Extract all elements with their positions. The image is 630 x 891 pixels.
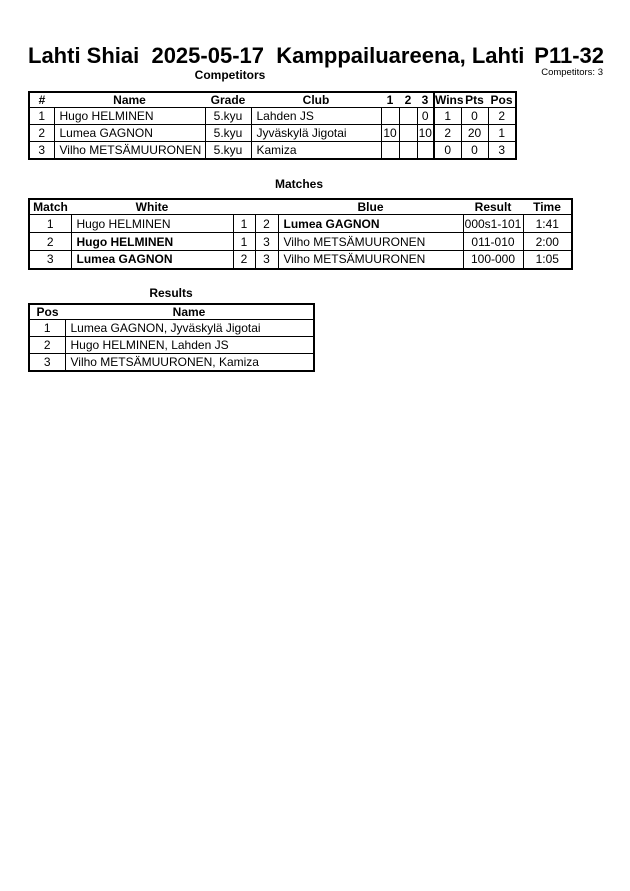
competitor-1-club: Lahden JS	[251, 108, 381, 125]
matches-header-row	[29, 199, 572, 215]
results-header-row	[29, 304, 314, 320]
page-title-text: Lahti Shiai 2025-05-17 Kamppailuareena, Lahti	[28, 43, 525, 68]
section-title-results: Results	[149, 286, 193, 300]
result-3-pos: 3	[29, 354, 65, 371]
result-3-name: Vilho METSÄMUURONEN, Kamiza	[65, 354, 314, 371]
col-header-wins: Wins	[435, 93, 464, 107]
match-3-blue-name: Vilho METSÄMUURONEN	[278, 251, 463, 269]
match-row	[29, 215, 572, 233]
competitor-row	[29, 125, 516, 142]
competitor-1-vs3: 0	[417, 108, 434, 125]
competitor-3-num: 3	[29, 142, 54, 159]
competitor-1-vs1	[381, 108, 399, 125]
match-3-white-num: 2	[233, 251, 255, 269]
competitor-2-vs2	[399, 125, 417, 142]
competitor-3-vs2	[399, 142, 417, 159]
results-table	[28, 303, 315, 372]
match-1-time: 1:41	[523, 215, 572, 233]
competitor-1-num: 1	[29, 108, 54, 125]
competitor-2-name: Lumea GAGNON	[54, 125, 205, 142]
competitor-row	[29, 142, 516, 159]
match-1-blue-num: 2	[255, 215, 278, 233]
match-2-result: 011-010	[463, 233, 523, 251]
match-row	[29, 233, 572, 251]
competitor-1-pts: 0	[461, 108, 488, 125]
competitor-1-vs2	[399, 108, 417, 125]
category-code: P11-32	[534, 43, 604, 68]
competitor-1-pos: 2	[488, 108, 516, 125]
match-3-result: 100-000	[463, 251, 523, 269]
competitors-count: Competitors: 3	[541, 67, 603, 78]
competitor-row	[29, 108, 516, 125]
match-3-time: 1:05	[523, 251, 572, 269]
matches-header-spacer	[233, 199, 255, 215]
col-header-club: Club	[251, 92, 381, 108]
col-header-result: Result	[463, 199, 523, 215]
match-1-result: 000s1-101	[464, 216, 522, 231]
competitors-table	[28, 91, 517, 160]
competitor-2-num: 2	[29, 125, 54, 142]
col-header-grade: Grade	[205, 92, 251, 108]
competitor-2-grade: 5.kyu	[205, 125, 251, 142]
col-header-name: Name	[65, 304, 314, 320]
match-2-time: 2:00	[523, 233, 572, 251]
competitor-3-vs3	[417, 142, 434, 159]
match-1-blue-name: Lumea GAGNON	[278, 215, 463, 233]
section-title-competitors: Competitors	[194, 68, 266, 82]
col-header-opp3: 3	[417, 92, 434, 108]
matches-table	[28, 198, 573, 270]
result-row	[29, 354, 314, 371]
match-2-white-name: Hugo HELMINEN	[71, 233, 233, 251]
col-header-pos: Pos	[29, 304, 65, 320]
col-header-pts: Pts	[461, 92, 488, 108]
competitor-3-wins: 0	[434, 142, 461, 159]
result-row	[29, 320, 314, 337]
col-header-pos: Pos	[488, 92, 516, 108]
col-header-opp1: 1	[381, 92, 399, 108]
col-header-num: #	[29, 92, 54, 108]
competitor-2-wins: 2	[434, 125, 461, 142]
competitor-2-pts: 20	[461, 125, 488, 142]
match-3-blue-num: 3	[255, 251, 278, 269]
page-title	[28, 45, 604, 67]
competitor-2-club: Jyväskylä Jigotai	[251, 125, 381, 142]
competitor-2-pos: 1	[488, 125, 516, 142]
competitor-3-name: Vilho METSÄMUURONEN	[54, 142, 205, 159]
competitors-header-row	[29, 92, 516, 108]
col-header-blue: Blue	[278, 199, 463, 215]
match-2-blue-name: Vilho METSÄMUURONEN	[278, 233, 463, 251]
result-row	[29, 337, 314, 354]
section-title-matches: Matches	[274, 177, 324, 191]
competitor-3-grade: 5.kyu	[205, 142, 251, 159]
competitor-2-vs3: 10	[417, 125, 434, 142]
col-header-time: Time	[523, 199, 572, 215]
match-3-white-name: Lumea GAGNON	[71, 251, 233, 269]
result-1-pos: 1	[29, 320, 65, 337]
result-2-name: Hugo HELMINEN, Lahden JS	[65, 337, 314, 354]
competitor-3-pts: 0	[461, 142, 488, 159]
result-2-pos: 2	[29, 337, 65, 354]
competitor-3-club: Kamiza	[251, 142, 381, 159]
col-header-name: Name	[54, 92, 205, 108]
match-2-blue-num: 3	[255, 233, 278, 251]
competitor-3-pos: 3	[488, 142, 516, 159]
match-1-number: 1	[29, 215, 71, 233]
competitor-3-vs1	[381, 142, 399, 159]
match-3-number: 3	[29, 251, 71, 269]
matches-header-spacer	[255, 199, 278, 215]
competitor-1-name: Hugo HELMINEN	[54, 108, 205, 125]
result-1-name: Lumea GAGNON, Jyväskylä Jigotai	[65, 320, 314, 337]
col-header-white: White	[71, 199, 233, 215]
competitor-1-wins: 1	[434, 108, 461, 125]
col-header-match: Match	[29, 199, 71, 215]
match-1-white-num: 1	[233, 215, 255, 233]
match-2-white-num: 1	[233, 233, 255, 251]
match-2-number: 2	[29, 233, 71, 251]
competitor-1-grade: 5.kyu	[205, 108, 251, 125]
col-header-opp2: 2	[399, 92, 417, 108]
match-row	[29, 251, 572, 269]
competitor-2-vs1: 10	[381, 125, 399, 142]
match-1-white-name: Hugo HELMINEN	[71, 215, 233, 233]
